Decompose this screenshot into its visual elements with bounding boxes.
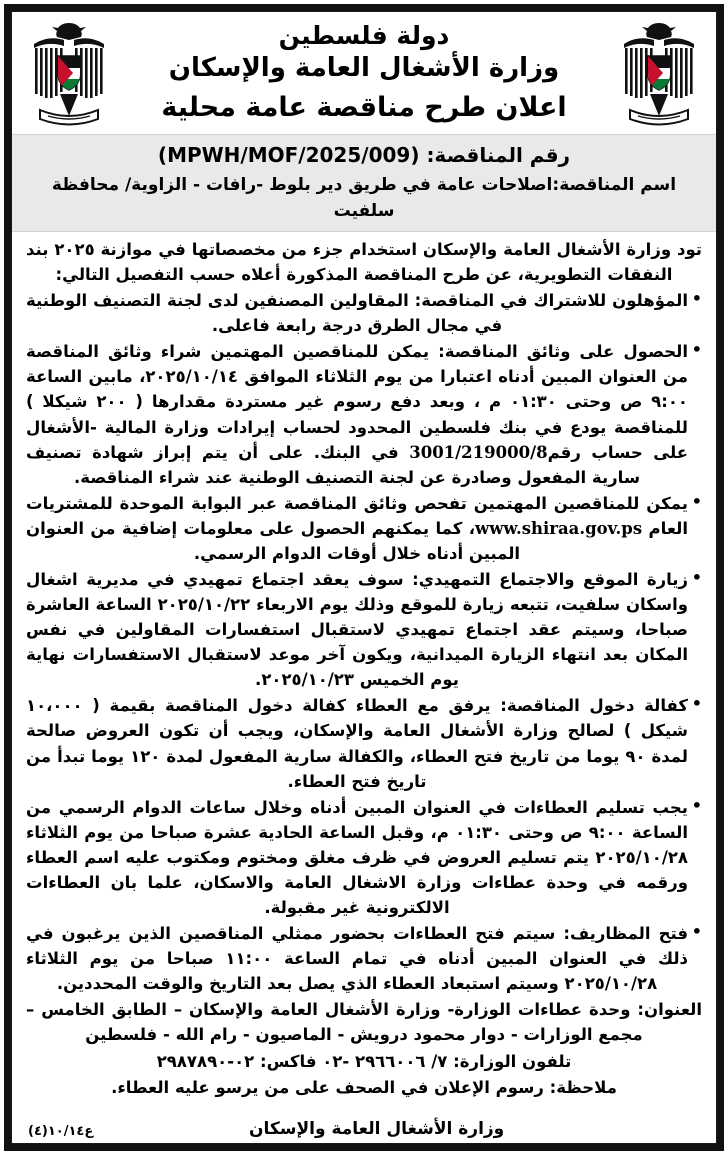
contact-phone-fax-line: تلفون الوزارة: ٧/ ٢٩٦٦٠٠٦ -٠٢ فاكس: ٠٢-٢٩٨٧٨٩٠ [156,1051,572,1071]
palestine-coat-of-arms-eagle-icon-right [616,18,702,130]
tender-identification-band [12,134,716,232]
ministry-signature: وزارة الأشغال العامة والإسكان [248,1119,505,1139]
clause-portal-review [26,491,702,566]
clause-bid-submission: • يجب تسليم العطاءات في العنوان المبين أدناه وخلال ساعات الدوام الرسمي من الساعة ٩:٠٠ ص وحتى ٠١:٣٠ م، وقبل الساعة الحادية عشرة صباحا من يوم الثلاثاء ٢٠٢٥/١٠/٢٨ يتم تسليم العروض في ظرف مغلق ومختوم ومكتوب عليه اسم العطاء ورقمه في وحدة عطاءات وزارة الاشغال العامة والاسكان، علما بان العطاءات الالكترونية غير مقبولة. [26,795,702,920]
document-inner-frame [11,11,717,1144]
tender-number-label: رقم المناقصة: [426,143,571,167]
publication-reference-code: ع١٠/١٤(٤) [28,1124,94,1139]
procurement-portal-url[interactable]: www.shiraa.gov.ps [475,518,643,538]
tender-name-value: اصلاحات عامة في طريق دير بلوط -رافات - الزاوية/ محافظة سلفيت [51,175,553,221]
clause-obtaining-documents-text-2: في البنك. على أن يتم إبراز شهادة تصنيف سارية المفعول وصادرة عن لجنة التصنيف الوطنية عند شراء المناقصة. [26,442,641,487]
clause-site-visit: • زيارة الموقع والاجتماع التمهيدي: سوف يعقد اجتماع تمهيدي في مديرية اشغال واسكان سلفيت، تتبعه زيارة للموقع وذلك يوم الاربعاء ٢٠٢٥/١٠/٢٢ الساعة العاشرة صباحا، وسيتم عقد اجتماع تمهيدي لاستقبال استفسارات المقاولين في نفس المكان بعد انتهاء الزيارة الميدانية، ويكون آخر موعد لاستقبال الاستفسارات نهاية يوم الخميس ٢٠٢٥/١٠/٢٣. [26,567,702,692]
clause-portal-text-2: ، كما يمكنهم الحصول على معلومات إضافية من العنوان المبين أدناه خلال أوقات الدوام الرسمي. [26,518,521,563]
announcement-body [12,232,716,1119]
ministry-title: وزارة الأشغال العامة والإسكان [168,53,560,84]
clause-eligibility: • المؤهلون للاشتراك في المناقصة: المقاولين المصنفين لدى لجنة التصنيف الوطنية في مجال الطرق درجة رابعة فاعلى. [26,288,702,338]
masthead [12,12,716,134]
clause-obtaining-documents-text-1: الحصول على وثائق المناقصة: يمكن للمناقصين المهتمين شراء وثائق المناقصة من العنوان المبين أدناه اعتبارا من يوم الثلاثاء الموافق ٢٠٢٥/١٠/١٤، مابين الساعة ٩:٠٠ ص وحتى ٠١:٣٠ م ، وبعد دفع رسوم غير مستردة مقدارها ( ٢٠٠ شيكلا ) للمناقصة يودع في بنك فلسطين المحدود لحساب إيرادات وزارة المالية -الأشغال على حساب رقم [26,342,689,462]
clause-portal-text-1: يمكن للمناقصين المهتمين تفحص وثائق المناقصة عبر البوابة الموحدة للمشتريات العام [26,493,688,538]
bank-account-number: 3001/219000/8 [409,442,548,462]
document-outer-frame [4,4,724,1151]
tender-name-label: اسم المناقصة: [552,175,677,195]
announcement-title: اعلان طرح مناقصة عامة محلية [161,91,567,123]
tender-name-line [28,173,700,224]
tender-number-line [28,141,700,170]
tender-number-value: (MPWH/MOF/2025/009) [157,143,420,167]
palestine-coat-of-arms-eagle-icon-left [26,18,112,130]
address-line: العنوان: وحدة عطاءات الوزارة- وزارة الأشغال العامة والإسكان – الطابق الخامس – مجمع الوزارات - دوار محمود درويش - الماصيون - رام الله - فلسطين [26,1000,702,1045]
advertising-fee-note: ملاحظة: رسوم الإعلان في الصحف على من يرسو عليه العطاء. [111,1077,617,1097]
state-title: دولة فلسطين [278,21,450,50]
clause-obtaining-documents [26,339,702,489]
clause-bid-bond: • كفالة دخول المناقصة: يرفق مع العطاء كفالة دخول المناقصة بقيمة ( ١٠،٠٠٠ شيكل ) لصالح وزارة الأشغال العامة والإسكان، ويجب أن تكون العروض صالحة لمدة ٩٠ يوما من تاريخ فتح العطاء، والكفالة سارية المفعول لمدة ١٢٠ يوما تبدأ من تاريخ فتح العطاء. [26,693,702,793]
masthead-titles [112,18,616,125]
document-footer [12,1119,716,1143]
intro-paragraph: تود وزارة الأشغال العامة والإسكان استخدام جزء من مخصصاتها في موازنة ٢٠٢٥ بند النفقات التطويرية، عن طرح المناقصة المذكورة أعلاه حسب التفصيل التالي: [26,240,702,285]
clause-envelope-opening: • فتح المظاريف: سيتم فتح العطاءات بحضور ممثلي المناقصين الذين يرغبون في ذلك في العنوان المبين أدناه في تمام الساعة ١١:٠٠ صباحا من يوم الثلاثاء ٢٠٢٥/١٠/٢٨ وسيتم استبعاد العطاء الذي يصل بعد التاريخ والوقت المحددين. [26,921,702,996]
